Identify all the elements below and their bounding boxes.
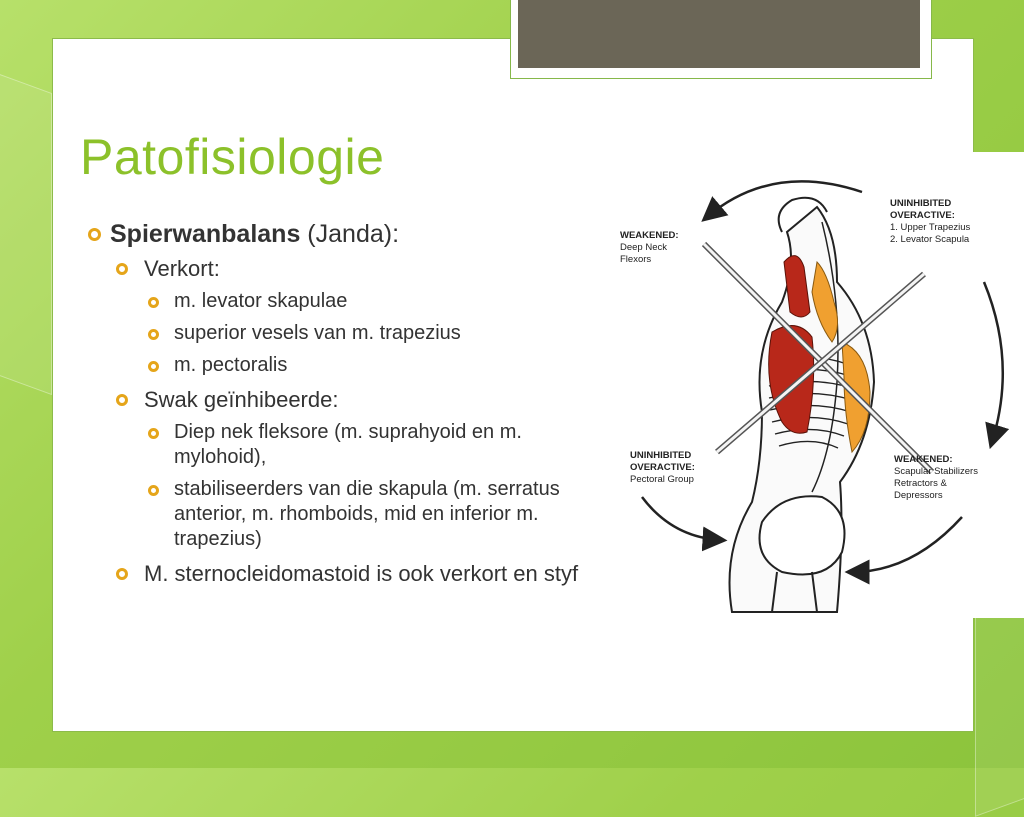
bullet-icon bbox=[148, 297, 159, 308]
label-heading: WEAKENED: bbox=[620, 230, 679, 241]
label-line: Deep Neck bbox=[620, 242, 667, 253]
label-line: Scapular Stabilizers bbox=[894, 466, 978, 477]
arrow-right bbox=[984, 282, 1003, 442]
bullet-icon bbox=[116, 263, 128, 275]
bullet-list bbox=[88, 218, 608, 594]
label-heading: OVERACTIVE: bbox=[630, 462, 695, 473]
bullet-icon bbox=[148, 329, 159, 340]
bullet-text: (Janda): bbox=[300, 220, 400, 248]
label-line: 2. Levator Scapula bbox=[890, 234, 970, 245]
background-panel bbox=[975, 585, 1024, 817]
label-line: Flexors bbox=[620, 254, 652, 265]
bullet-swak bbox=[116, 385, 608, 414]
label-overactive-pectoral bbox=[630, 450, 695, 486]
label-heading: UNINHIBITED bbox=[630, 450, 692, 461]
bullet-icon bbox=[116, 394, 128, 406]
label-line: Depressors bbox=[894, 490, 943, 501]
arrow-bottom bbox=[852, 517, 962, 572]
bullet-text: M. sternocleidomastoid is ook verkort en styf bbox=[144, 561, 579, 586]
list-item bbox=[148, 321, 608, 346]
list-item bbox=[148, 289, 608, 314]
bullet-text: stabiliseerders van die skapula (m. serratus anterior, m. rhomboids, mid en inferior m. trapezius) bbox=[174, 478, 560, 550]
bullet-spierwanbalans bbox=[88, 218, 608, 250]
bullet-text: superior vesels van m. trapezius bbox=[174, 322, 461, 344]
bullet-verkort bbox=[116, 254, 608, 283]
bullet-text: m. levator skapulae bbox=[174, 290, 348, 312]
label-weakened-deep-neck bbox=[620, 230, 679, 266]
slide-title: Patofisiologie bbox=[80, 129, 385, 185]
label-heading: OVERACTIVE: bbox=[890, 210, 955, 221]
bullet-text: m. pectoralis bbox=[174, 354, 288, 376]
header-tab bbox=[518, 0, 920, 68]
bullet-text: Diep nek fleksore (m. suprahyoid en m. mylohoid), bbox=[174, 421, 522, 468]
bullet-icon bbox=[116, 568, 128, 580]
bullet-text: Swak geïnhibeerde: bbox=[144, 387, 339, 412]
label-line: 1. Upper Trapezius bbox=[890, 222, 971, 233]
bullet-icon bbox=[88, 228, 101, 241]
background-panel bbox=[0, 67, 52, 395]
arrow-top bbox=[707, 181, 862, 217]
label-line: Retractors & bbox=[894, 478, 947, 489]
list-item bbox=[148, 420, 608, 470]
upper-crossed-syndrome-figure bbox=[612, 152, 1024, 618]
bullet-icon bbox=[148, 428, 159, 439]
arrow-left bbox=[642, 497, 720, 540]
label-weakened-scapular bbox=[894, 454, 978, 502]
bullet-icon bbox=[148, 361, 159, 372]
bullet-text: Verkort: bbox=[144, 256, 220, 281]
bullet-icon bbox=[148, 485, 159, 496]
bullet-bold-text: Spierwanbalans bbox=[110, 220, 301, 248]
list-item bbox=[148, 353, 608, 378]
bullet-sternocleidomastoid bbox=[116, 559, 608, 588]
label-heading: UNINHIBITED bbox=[890, 198, 952, 209]
label-overactive-trapezius bbox=[890, 198, 970, 246]
label-line: Pectoral Group bbox=[630, 474, 694, 485]
list-item bbox=[148, 477, 608, 552]
label-heading: WEAKENED: bbox=[894, 454, 953, 465]
